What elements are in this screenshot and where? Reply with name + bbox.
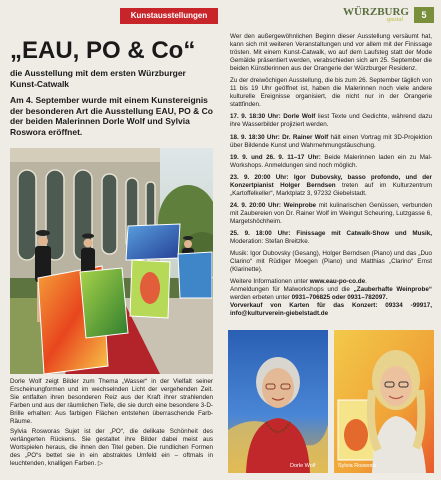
event-column — [230, 33, 432, 318]
portrait-dorle-wolf — [228, 330, 328, 473]
event-heading: 18. 9. 18:30 Uhr: Dr. Rainer Wolf — [230, 133, 329, 141]
info-link[interactable]: www.eau-po-co.de — [309, 278, 366, 286]
event-text: liest Texte und Gedichte, während dazu ihre Wasserbilder projiziert werden. — [230, 113, 432, 129]
anmeldung-text: Anmeldungen für Malworkshops und die — [230, 286, 354, 294]
article-subhead: die Ausstellung mit dem ersten Würzburger Kunst-Catwalk — [10, 68, 186, 89]
portrait-label: Sylvia Roswora — [338, 463, 376, 469]
event-heading: 19. 9. und 26. 9. 11–17 Uhr: — [230, 153, 321, 161]
catwalk-photo — [10, 148, 213, 374]
info-paragraph — [230, 278, 432, 318]
event-heading: 25. 9. 18:00 Uhr: Finissage mit Catwalk-Show und Musik, — [230, 229, 432, 237]
event-text: hält einen Vortrag mit 3D-Projektion über Bildende Kunst und Wahrnehmungstäuschung. — [230, 133, 432, 149]
brand-subtitle: spezial — [386, 17, 403, 23]
music-credits: Musik: Igor Dubovsky (Gesang), Holger Berndsen (Piano) und das „Duo Clarino“ mit Rüdiger Moegen (Piano) und Matthias „Clarino“ Ernst (Klarinette). — [230, 250, 432, 274]
event-item — [230, 113, 432, 129]
intro-paragraph: Wer den außergewöhnlichen Beginn dieser Ausstellung versäumt hat, kann sich mit weiteren Veranstaltungen und vor allem mit der Finissage trösten. Mit einem Kunst-Catwalk, wo auf dem Laufsteg statt der Mode Gemälde präsentiert werden, verabschieden sich am 25. September die beiden Künstlerinnen aus der Orangerie der Würzburger Residenz. — [230, 33, 432, 73]
event-item — [230, 134, 432, 150]
presale-info: Vorverkauf von Karten für das Konzert: 09334 -99917, info@kulturverein-giebelstadt.de — [230, 302, 432, 318]
section-tag: Kunstausstellungen — [120, 8, 218, 24]
portrait-sylvia-roswora — [334, 330, 434, 473]
event-item — [230, 230, 432, 246]
event-item — [230, 174, 432, 198]
event-text: Moderation: Stefan Breitzke. — [230, 238, 310, 246]
article-lead: Am 4. September wurde mit einem Kunstereignis der besonderen Art die Ausstellung EAU, PO & Co der beiden Malerinnen Dorle Wolf und Sylvia Roswora eröffnet. — [10, 95, 213, 137]
event-text: Beide Malerinnen laden ein zu Mal-Workshops. Anmeldungen sind noch möglich. — [230, 153, 432, 169]
page-number: 5 — [414, 7, 434, 23]
portrait-label: Dorle Wolf — [290, 463, 316, 469]
info-text: Weitere Informationen unter — [230, 278, 310, 286]
event-item — [230, 202, 432, 226]
event-text: mit kulinarischen Genüssen, verbunden mit Zaubereien von Dr. Rainer Wolf im Weingut Scheuring, Lutzgasse 6, Margetshöchheim. — [230, 201, 433, 225]
event-heading: 24. 9. 20:00 Uhr: Weinprobe — [230, 201, 317, 209]
info-suffix: . — [365, 278, 367, 286]
caption-paragraph: Dorle Wolf zeigt Bilder zum Thema „Wasser“ in der Vielfalt seiner Erscheinungformen und im wechselnden Licht der vergehenden Zeit. Sie entfalten ihren besonderen Reiz aus der Kraft ihrer strahlenden Farben und aus der räumlichen Tiefe, die sie durch eine besondere 3-D-Brille erhalten: Aus farbigen Flächen entstehen überraschende Farb-Räume. — [10, 378, 213, 426]
event-heading: 23. 9. 20:00 Uhr: Igor Dubovsky, basso profondo, und der Konzertpianist Holger Berndsen — [230, 173, 432, 189]
intro-paragraph: Zu der dreiwöchigen Ausstellung, die bis zum 26. September täglich von 11 bis 19 Uhr geöffnet ist, haben die Malerinnen noch viele andere kulturelle Ereignisse organisiert, die nicht nur in der Orangerie stattfinden. — [230, 77, 432, 109]
event-heading: 17. 9. 18:30 Uhr: Dorle Wolf — [230, 113, 316, 121]
anmeldung-text2: werden erbeten unter — [230, 294, 292, 302]
brand-logo: WÜRZBURG — [342, 6, 409, 18]
caption-paragraph: Sylvia Rosworas Sujet ist der „PO“, die delikate Schönheit des verlängerten Rückens. Sie gestaltet ihre Bilder dabei meist aus Wortspielen heraus, die ihnen den Titel geben. Die rundlichen Formen des „PO“s bettet sie in ein abstraktes Umfeld ein – oftmals in leuchtenden, knalligen Farben. ▷ — [10, 427, 213, 467]
event-item — [230, 154, 432, 170]
article-headline: „EAU, PO & Co“ — [10, 37, 196, 64]
photo-caption — [10, 378, 213, 469]
anmeldung-event: „Zauberhafte Weinprobe“ — [353, 286, 432, 294]
event-text: treten auf im Kulturzentrum „Kartoffelkeller“, Marktplatz 3, 97232 Giebelstadt. — [230, 181, 432, 197]
anmeldung-phone: 0931–706825 oder 0931–782097. — [291, 294, 388, 302]
